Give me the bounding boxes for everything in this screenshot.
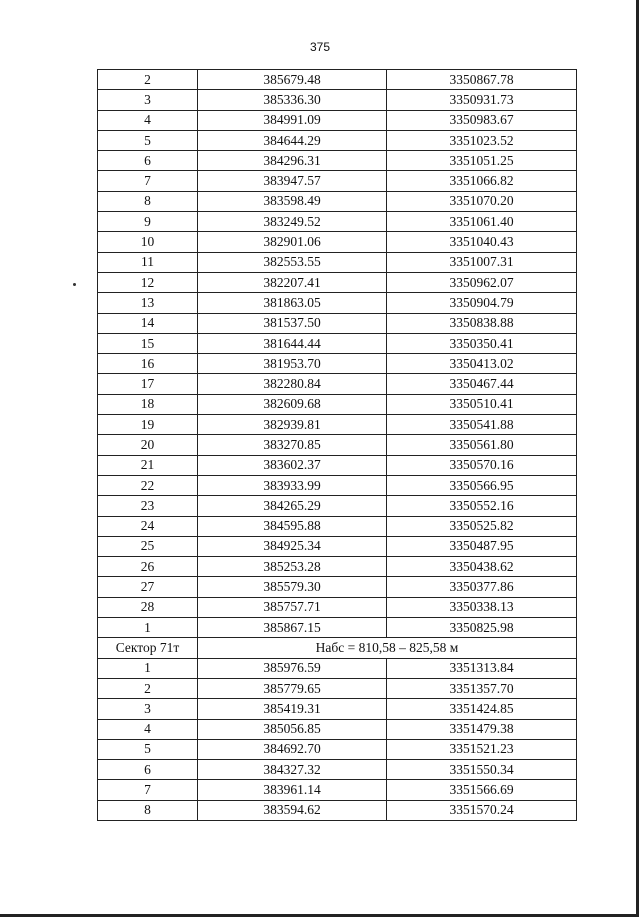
sector-label: Сектор 71т [98, 638, 198, 658]
y-coordinate-cell: 3351521.23 [387, 739, 577, 759]
point-number-cell: 17 [98, 374, 198, 394]
y-coordinate-cell: 3351066.82 [387, 171, 577, 191]
y-coordinate-cell: 3351040.43 [387, 232, 577, 252]
point-number-cell: 18 [98, 394, 198, 414]
x-coordinate-cell: 383602.37 [198, 455, 387, 475]
x-coordinate-cell: 381863.05 [198, 293, 387, 313]
page-number: 375 [309, 40, 331, 54]
x-coordinate-cell: 384692.70 [198, 739, 387, 759]
table-row [98, 272, 577, 292]
table-row [98, 516, 577, 536]
point-number-cell: 7 [98, 780, 198, 800]
y-coordinate-cell: 3350566.95 [387, 475, 577, 495]
x-coordinate-cell: 384925.34 [198, 536, 387, 556]
point-number-cell: 6 [98, 760, 198, 780]
table-row [98, 618, 577, 638]
point-number-cell: 7 [98, 171, 198, 191]
y-coordinate-cell: 3350438.62 [387, 557, 577, 577]
y-coordinate-cell: 3351479.38 [387, 719, 577, 739]
table-row [98, 435, 577, 455]
y-coordinate-cell: 3350377.86 [387, 577, 577, 597]
x-coordinate-cell: 385779.65 [198, 678, 387, 698]
y-coordinate-cell: 3350467.44 [387, 374, 577, 394]
table-row [98, 496, 577, 516]
point-number-cell: 5 [98, 130, 198, 150]
point-number-cell: 10 [98, 232, 198, 252]
point-number-cell: 8 [98, 800, 198, 820]
point-number-cell: 25 [98, 536, 198, 556]
table-row [98, 536, 577, 556]
x-coordinate-cell: 383249.52 [198, 212, 387, 232]
point-number-cell: 11 [98, 252, 198, 272]
table-row [98, 415, 577, 435]
y-coordinate-cell: 3351313.84 [387, 658, 577, 678]
table-row [98, 475, 577, 495]
stray-mark [73, 283, 76, 286]
point-number-cell: 4 [98, 719, 198, 739]
x-coordinate-cell: 385253.28 [198, 557, 387, 577]
x-coordinate-cell: 384265.29 [198, 496, 387, 516]
point-number-cell: 23 [98, 496, 198, 516]
sector-header-row [98, 638, 577, 658]
table-row [98, 333, 577, 353]
y-coordinate-cell: 3350570.16 [387, 455, 577, 475]
point-number-cell: 21 [98, 455, 198, 475]
table-row [98, 70, 577, 90]
coordinates-table [97, 69, 577, 821]
point-number-cell: 19 [98, 415, 198, 435]
table-row [98, 212, 577, 232]
y-coordinate-cell: 3350525.82 [387, 516, 577, 536]
point-number-cell: 3 [98, 699, 198, 719]
y-coordinate-cell: 3350931.73 [387, 90, 577, 110]
y-coordinate-cell: 3351357.70 [387, 678, 577, 698]
x-coordinate-cell: 383933.99 [198, 475, 387, 495]
table-row [98, 394, 577, 414]
table-row [98, 171, 577, 191]
y-coordinate-cell: 3351061.40 [387, 212, 577, 232]
table-row [98, 232, 577, 252]
x-coordinate-cell: 384327.32 [198, 760, 387, 780]
x-coordinate-cell: 384296.31 [198, 151, 387, 171]
x-coordinate-cell: 384991.09 [198, 110, 387, 130]
table-row [98, 780, 577, 800]
table-row [98, 130, 577, 150]
y-coordinate-cell: 3351007.31 [387, 252, 577, 272]
point-number-cell: 4 [98, 110, 198, 130]
sector-altitude-range: Набс = 810,58 – 825,58 м [198, 638, 577, 658]
y-coordinate-cell: 3350338.13 [387, 597, 577, 617]
y-coordinate-cell: 3351570.24 [387, 800, 577, 820]
table-row [98, 678, 577, 698]
y-coordinate-cell: 3350825.98 [387, 618, 577, 638]
x-coordinate-cell: 382609.68 [198, 394, 387, 414]
x-coordinate-cell: 385679.48 [198, 70, 387, 90]
x-coordinate-cell: 385867.15 [198, 618, 387, 638]
y-coordinate-cell: 3350983.67 [387, 110, 577, 130]
table-row [98, 374, 577, 394]
table-row [98, 800, 577, 820]
y-coordinate-cell: 3350487.95 [387, 536, 577, 556]
table-row [98, 313, 577, 333]
y-coordinate-cell: 3351051.25 [387, 151, 577, 171]
x-coordinate-cell: 382280.84 [198, 374, 387, 394]
point-number-cell: 2 [98, 70, 198, 90]
point-number-cell: 22 [98, 475, 198, 495]
point-number-cell: 27 [98, 577, 198, 597]
y-coordinate-cell: 3351070.20 [387, 191, 577, 211]
y-coordinate-cell: 3350541.88 [387, 415, 577, 435]
y-coordinate-cell: 3351566.69 [387, 780, 577, 800]
point-number-cell: 16 [98, 354, 198, 374]
table-row [98, 354, 577, 374]
table-row [98, 191, 577, 211]
y-coordinate-cell: 3350561.80 [387, 435, 577, 455]
table-row [98, 699, 577, 719]
y-coordinate-cell: 3350838.88 [387, 313, 577, 333]
point-number-cell: 13 [98, 293, 198, 313]
point-number-cell: 24 [98, 516, 198, 536]
y-coordinate-cell: 3350552.16 [387, 496, 577, 516]
x-coordinate-cell: 383947.57 [198, 171, 387, 191]
x-coordinate-cell: 383598.49 [198, 191, 387, 211]
x-coordinate-cell: 385757.71 [198, 597, 387, 617]
y-coordinate-cell: 3350510.41 [387, 394, 577, 414]
x-coordinate-cell: 384644.29 [198, 130, 387, 150]
x-coordinate-cell: 385419.31 [198, 699, 387, 719]
table-row [98, 739, 577, 759]
point-number-cell: 28 [98, 597, 198, 617]
point-number-cell: 1 [98, 618, 198, 638]
coordinates-table-body [98, 70, 577, 821]
y-coordinate-cell: 3351424.85 [387, 699, 577, 719]
point-number-cell: 2 [98, 678, 198, 698]
point-number-cell: 5 [98, 739, 198, 759]
x-coordinate-cell: 382901.06 [198, 232, 387, 252]
y-coordinate-cell: 3351550.34 [387, 760, 577, 780]
y-coordinate-cell: 3350904.79 [387, 293, 577, 313]
x-coordinate-cell: 381953.70 [198, 354, 387, 374]
point-number-cell: 3 [98, 90, 198, 110]
x-coordinate-cell: 384595.88 [198, 516, 387, 536]
table-row [98, 577, 577, 597]
table-row [98, 557, 577, 577]
x-coordinate-cell: 383961.14 [198, 780, 387, 800]
table-row [98, 252, 577, 272]
table-row [98, 658, 577, 678]
x-coordinate-cell: 382939.81 [198, 415, 387, 435]
point-number-cell: 8 [98, 191, 198, 211]
point-number-cell: 9 [98, 212, 198, 232]
x-coordinate-cell: 382207.41 [198, 272, 387, 292]
x-coordinate-cell: 382553.55 [198, 252, 387, 272]
table-row [98, 90, 577, 110]
y-coordinate-cell: 3350413.02 [387, 354, 577, 374]
y-coordinate-cell: 3350350.41 [387, 333, 577, 353]
point-number-cell: 26 [98, 557, 198, 577]
table-row [98, 110, 577, 130]
point-number-cell: 15 [98, 333, 198, 353]
x-coordinate-cell: 385976.59 [198, 658, 387, 678]
x-coordinate-cell: 383270.85 [198, 435, 387, 455]
table-row [98, 293, 577, 313]
table-row [98, 597, 577, 617]
x-coordinate-cell: 381537.50 [198, 313, 387, 333]
y-coordinate-cell: 3350867.78 [387, 70, 577, 90]
table-row [98, 455, 577, 475]
point-number-cell: 1 [98, 658, 198, 678]
point-number-cell: 6 [98, 151, 198, 171]
x-coordinate-cell: 381644.44 [198, 333, 387, 353]
x-coordinate-cell: 383594.62 [198, 800, 387, 820]
point-number-cell: 20 [98, 435, 198, 455]
x-coordinate-cell: 385056.85 [198, 719, 387, 739]
y-coordinate-cell: 3351023.52 [387, 130, 577, 150]
x-coordinate-cell: 385336.30 [198, 90, 387, 110]
x-coordinate-cell: 385579.30 [198, 577, 387, 597]
table-row [98, 151, 577, 171]
table-row [98, 760, 577, 780]
table-row [98, 719, 577, 739]
point-number-cell: 14 [98, 313, 198, 333]
y-coordinate-cell: 3350962.07 [387, 272, 577, 292]
point-number-cell: 12 [98, 272, 198, 292]
